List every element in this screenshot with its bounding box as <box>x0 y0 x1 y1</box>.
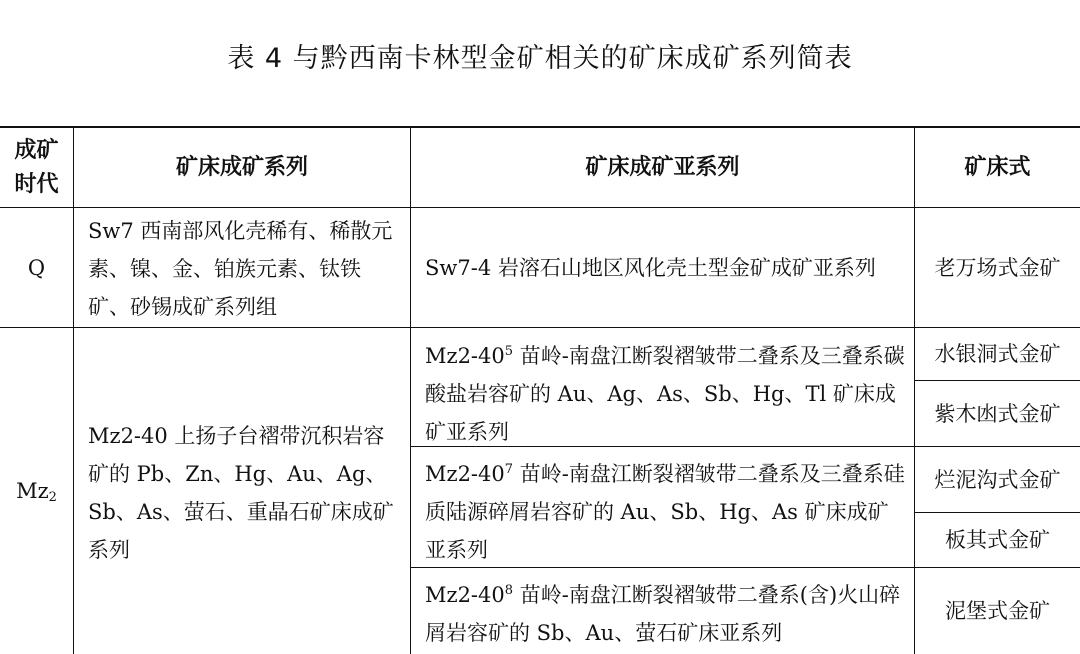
era-mz2 <box>0 328 73 654</box>
subseries-q <box>411 208 914 327</box>
header-series: 矿床成矿系列 <box>175 154 308 180</box>
subseries-q-text: Sw7-4 岩溶石山地区风化壳土型金矿成矿亚系列 <box>425 255 876 280</box>
subseries-405-text: 苗岭-南盘江断裂褶皱带二叠系及三叠系碳酸盐岩容矿的 Au、Ag、As、Sb、Hg、Tl 矿床成矿亚系列 <box>425 344 905 444</box>
series-mz2 <box>74 328 410 654</box>
subseries-mz2-408 <box>411 572 914 654</box>
subseries-408-sup: 8 <box>504 583 514 598</box>
subseries-405-code: Mz2-40 <box>425 344 505 368</box>
subseries-mz2-405 <box>411 333 914 446</box>
era-q: Q <box>27 255 46 280</box>
header-era-line2: 时代 <box>14 171 59 197</box>
deposit-type-shuiyindong: 水银洞式金矿 <box>934 342 1061 366</box>
subseries-mz2-407 <box>411 451 914 567</box>
subseries-407-code: Mz2-40 <box>425 462 505 486</box>
subseries-407-text: 苗岭-南盘江断裂褶皱带二叠系及三叠系硅质陆源碎屑岩容矿的 Au、Sb、Hg、As 矿床成矿亚系列 <box>425 462 905 562</box>
subseries-408-text: 苗岭-南盘江断裂褶皱带二叠系(含)火山碎屑岩容矿的 Sb、Au、萤石矿床亚系列 <box>425 583 901 645</box>
series-mz2-text: Mz2-40 上扬子台褶带沉积岩容矿的 Pb、Zn、Hg、Au、Ag、Sb、As、萤石、重晶石矿床成矿系列 <box>88 424 394 562</box>
deposit-type-banqi: 板其式金矿 <box>945 528 1050 552</box>
era-mz2-main: Mz <box>16 479 49 503</box>
subseries-408-code: Mz2-40 <box>425 583 505 607</box>
deposit-type-nibao: 泥堡式金矿 <box>945 599 1050 623</box>
header-subseries: 矿床成矿亚系列 <box>585 154 740 180</box>
deposit-type-q: 老万场式金矿 <box>934 255 1061 280</box>
era-mz2-sub: 2 <box>48 489 57 505</box>
header-deposit-type: 矿床式 <box>964 154 1031 180</box>
deposit-type-lannigou: 烂泥沟式金矿 <box>934 467 1061 492</box>
subseries-407-sup: 7 <box>504 462 514 477</box>
deposit-type-zimudang: 紫木凼式金矿 <box>934 401 1061 426</box>
series-q: Sw7 西南部风化壳稀有、稀散元素、镍、金、铂族元素、钛铁矿、砂锡成矿系列组 <box>88 219 393 319</box>
subseries-405-sup: 5 <box>504 344 514 359</box>
header-era <box>0 128 73 207</box>
table-caption: 表 4 与黔西南卡林型金矿相关的矿床成矿系列简表 <box>227 43 853 74</box>
header-era-line1: 成矿 <box>14 137 59 163</box>
